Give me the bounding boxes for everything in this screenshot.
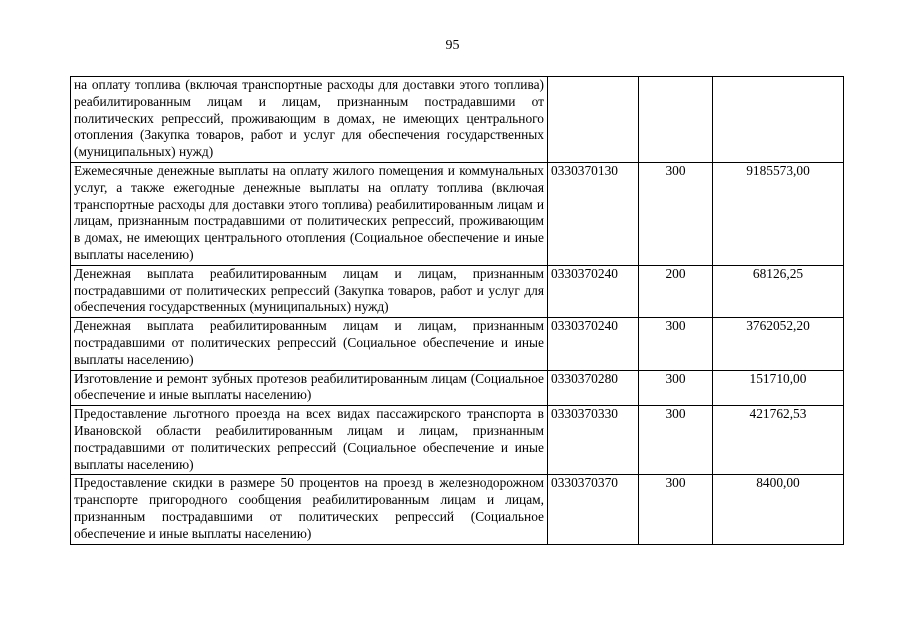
row-expense-type: 300 xyxy=(639,406,713,475)
page-number: 95 xyxy=(445,38,460,53)
row-expense-type xyxy=(639,77,713,163)
row-amount: 151710,00 xyxy=(713,370,844,406)
row-amount: 9185573,00 xyxy=(713,162,844,265)
table-row xyxy=(71,475,844,544)
row-code: 0330370330 xyxy=(548,406,639,475)
row-code xyxy=(548,77,639,163)
row-description: Ежемесячные денежные выплаты на оплату жилого помещения и коммунальных услуг, а также ежегодные денежные выплаты на оплату топлива (включая транспортные расходы для доставки этого топлива) реабилитированным лицам и лицам, признанным пострадавшими от политических репрессий, проживающим в домах, не имеющих центрального отопления (Социальное обеспечение и иные выплаты населению) xyxy=(71,162,548,265)
table-row xyxy=(71,162,844,265)
row-amount xyxy=(713,77,844,163)
row-description: Предоставление льготного проезда на всех видах пассажирского транспорта в Ивановской области реабилитированным лицам и лицам, признанным пострадавшими от политических репрессий (Социальное обеспечение и иные выплаты населению) xyxy=(71,406,548,475)
row-description: Денежная выплата реабилитированным лицам и лицам, признанным пострадавшими от политических репрессий (Закупка товаров, работ и услуг для обеспечения государственных (муниципальных) нужд) xyxy=(71,265,548,317)
row-code: 0330370280 xyxy=(548,370,639,406)
row-expense-type: 300 xyxy=(639,318,713,370)
table-row xyxy=(71,77,844,163)
row-code: 0330370240 xyxy=(548,318,639,370)
row-expense-type: 300 xyxy=(639,475,713,544)
row-amount: 68126,25 xyxy=(713,265,844,317)
row-expense-type: 200 xyxy=(639,265,713,317)
row-amount: 3762052,20 xyxy=(713,318,844,370)
table-row xyxy=(71,406,844,475)
table-row xyxy=(71,265,844,317)
row-description: Предоставление скидки в размере 50 процентов на проезд в железнодорожном транспорте пригородного сообщения реабилитированным лицам и лицам, признанным пострадавшими от политических репрессий (Социальное обеспечение и иные выплаты населению) xyxy=(71,475,548,544)
row-description: Денежная выплата реабилитированным лицам и лицам, признанным пострадавшими от политических репрессий (Социальное обеспечение и иные выплаты населению) xyxy=(71,318,548,370)
table-row xyxy=(71,370,844,406)
row-code: 0330370240 xyxy=(548,265,639,317)
table-row xyxy=(71,318,844,370)
row-code: 0330370370 xyxy=(548,475,639,544)
row-expense-type: 300 xyxy=(639,370,713,406)
row-code: 0330370130 xyxy=(548,162,639,265)
row-description: на оплату топлива (включая транспортные расходы для доставки этого топлива) реабилитированным лицам и лицам, признанным пострадавшими от политических репрессий, проживающим в домах, не имеющих центрального отопления (Закупка товаров, работ и услуг для обеспечения государственных (муниципальных) нужд) xyxy=(71,77,548,163)
budget-table xyxy=(70,76,844,545)
row-expense-type: 300 xyxy=(639,162,713,265)
row-amount: 421762,53 xyxy=(713,406,844,475)
row-description: Изготовление и ремонт зубных протезов реабилитированным лицам (Социальное обеспечение и иные выплаты населению) xyxy=(71,370,548,406)
row-amount: 8400,00 xyxy=(713,475,844,544)
